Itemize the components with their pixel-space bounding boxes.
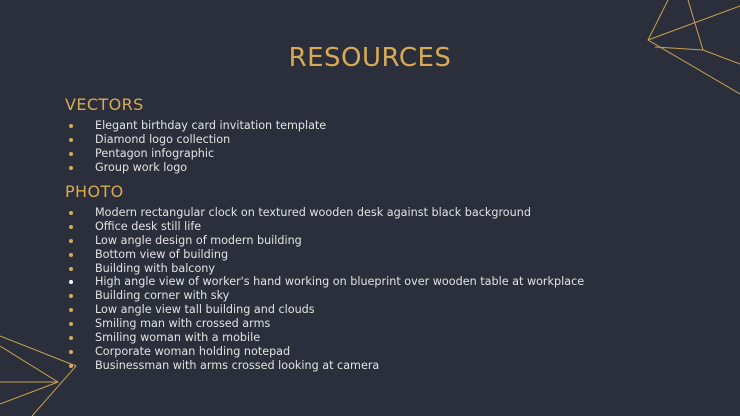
page-title: RESOURCES [288,43,452,73]
bullet-icon [69,350,73,354]
list-item[interactable]: High angle view of worker's hand working on blueprint over wooden table at workplace [66,275,584,289]
list-item[interactable]: Building corner with sky [66,289,584,303]
list-item[interactable]: Smiling man with crossed arms [66,317,584,331]
list-item[interactable]: Smiling woman with a mobile [66,331,584,345]
vectors-heading: VECTORS [65,95,144,114]
bullet-icon [69,308,73,312]
list-item[interactable]: Modern rectangular clock on textured wooden desk against black background [66,206,584,220]
bullet-icon [69,138,73,142]
bullet-icon [69,225,73,229]
list-item[interactable]: Office desk still life [66,220,584,234]
bullet-icon [69,124,73,128]
list-item[interactable]: Diamond logo collection [66,133,326,147]
bullet-icon [69,166,73,170]
bullet-icon [69,253,73,257]
bullet-icon [69,267,73,271]
list-item[interactable]: Elegant birthday card invitation template [66,119,326,133]
list-item[interactable]: Group work logo [66,161,326,175]
bullet-icon [69,152,73,156]
list-item[interactable]: Low angle view tall building and clouds [66,303,584,317]
photo-heading: PHOTO [65,182,124,201]
list-item[interactable]: Low angle design of modern building [66,234,584,248]
list-item[interactable]: Pentagon infographic [66,147,326,161]
bullet-icon [69,239,73,243]
bullet-icon [69,336,73,340]
list-item[interactable]: Bottom view of building [66,248,584,262]
list-item[interactable]: Corporate woman holding notepad [66,345,584,359]
list-item[interactable]: Building with balcony [66,262,584,276]
bullet-icon [69,211,73,215]
photo-list [66,206,584,373]
vectors-list [66,119,326,175]
list-item[interactable]: Businessman with arms crossed looking at camera [66,359,584,373]
bullet-icon [69,280,73,284]
bullet-icon [69,364,73,368]
bullet-icon [69,322,73,326]
bullet-icon [69,294,73,298]
